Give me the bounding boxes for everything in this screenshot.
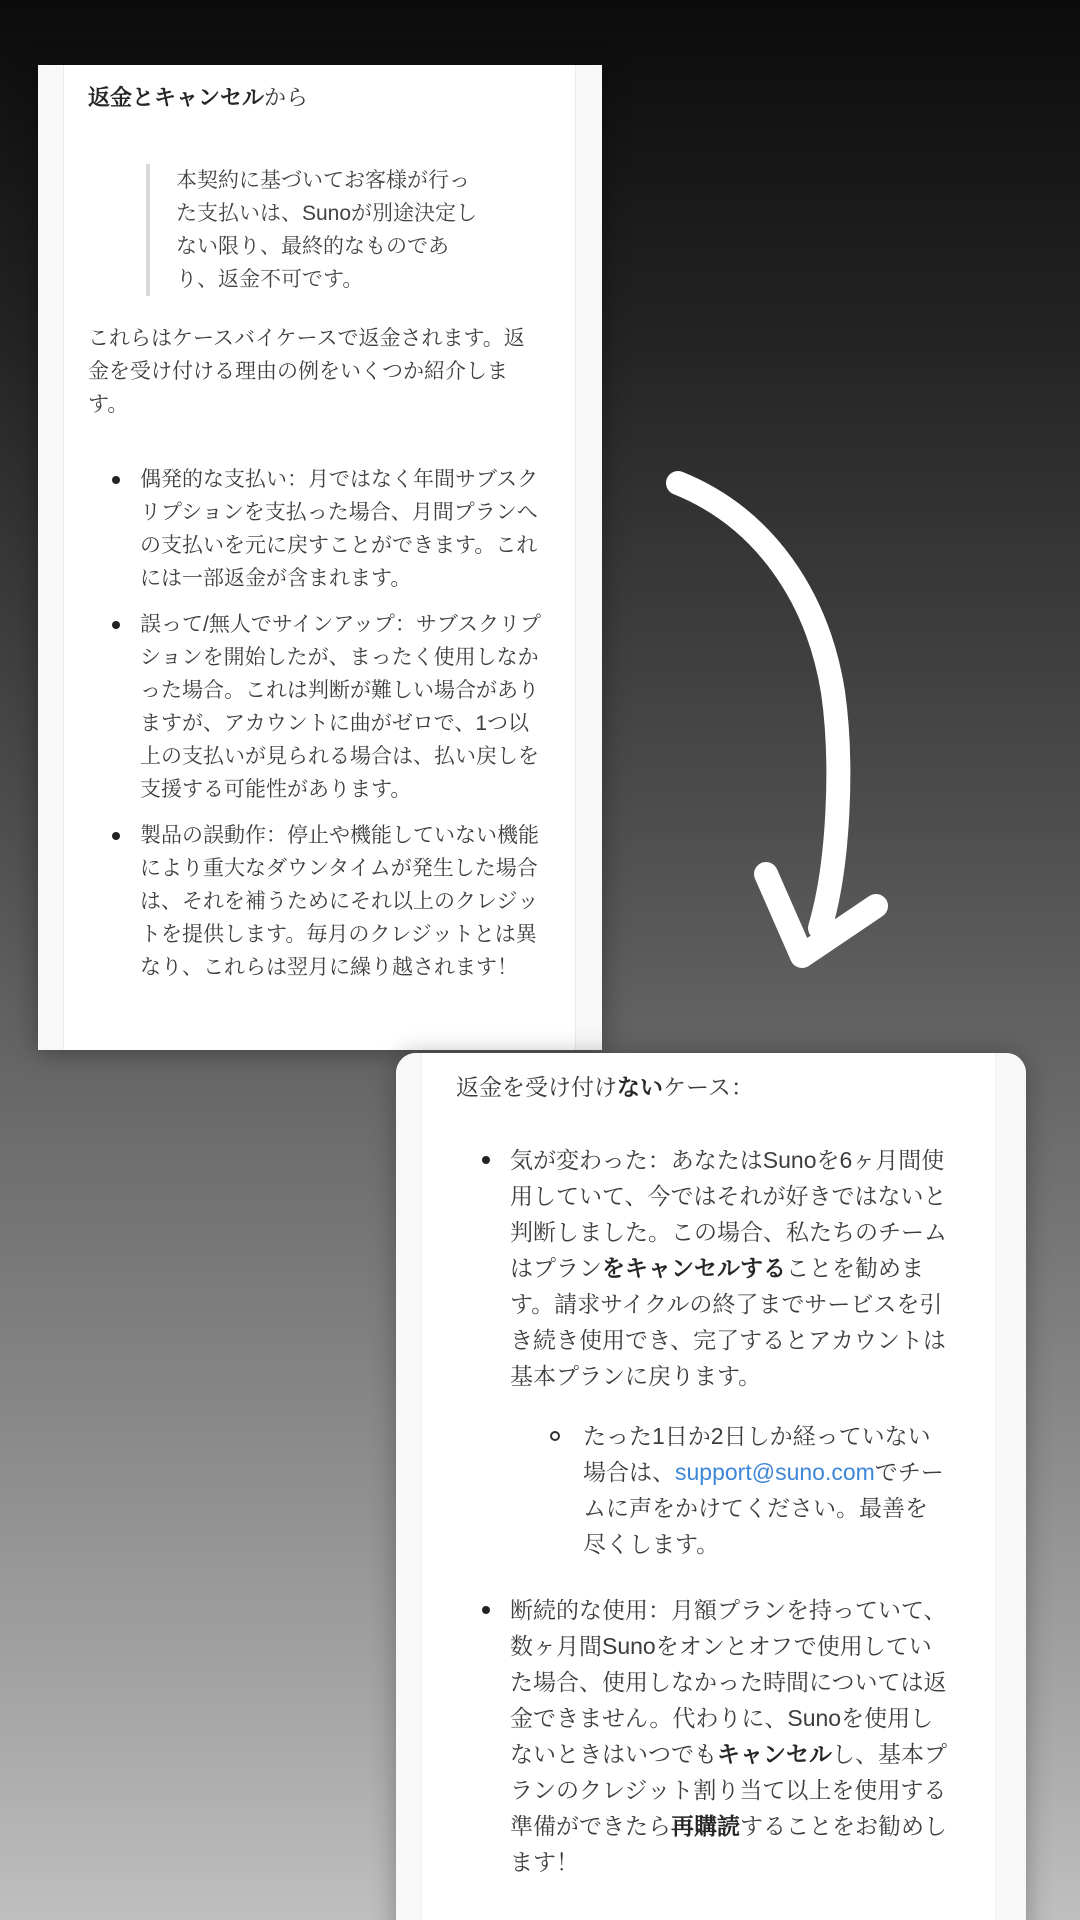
- text-run: 偶発的な支払い：月ではなく年間サブスクリプションを支払った場合、月間プランへの支払いを元に戻すことができます。これには一部返金が含まれます。: [140, 468, 539, 590]
- changed-mind-text: [510, 1142, 950, 1394]
- changed-mind-sublist: [510, 1418, 950, 1562]
- text-run: でチームに声をかけてください。最善を尽くします。: [583, 1459, 944, 1557]
- text-run: 断続的な使用：月額プランを持っていて、数ヶ月間Sunoをオンとオフで使用していた場合、使用しなかった時間については返金できません。代わりに、Sunoを使用しないときはいつでも: [510, 1597, 947, 1767]
- text-run: することをお勧めします！: [510, 1813, 947, 1875]
- text-run: たった1日か2日しか経っていない場合は、: [583, 1423, 931, 1485]
- text-run: し、基本プランのクレジット割り当て以上を使用する準備ができたら: [510, 1741, 947, 1839]
- bold-text: ない: [617, 1074, 663, 1100]
- list-item-product-malfunction: [88, 819, 543, 984]
- no-refund-card-content: [456, 1053, 950, 1880]
- hand-drawn-arrow-icon: [630, 430, 930, 1010]
- refund-intro-paragraph: [88, 322, 543, 421]
- card2-heading: [456, 1053, 950, 1105]
- terms-blockquote: [146, 164, 482, 296]
- text-run: 製品の誤動作：停止や機能していない機能により重大なダウンタイムが発生した場合は、それを補うためにそれ以上のクレジットを提供します。毎月のクレジットとは異なり、これらは翌月に繰り越されます！: [140, 824, 539, 979]
- text-run: これらはケースバイケースで返金されます。返金を受け付ける理由の例をいくつか紹介します。: [88, 327, 525, 416]
- list-item-intermittent-use: [456, 1592, 950, 1880]
- no-refund-cases-list: [456, 1142, 950, 1880]
- list-item-contact-support: [510, 1418, 950, 1562]
- bold-text: 再購読: [671, 1813, 740, 1839]
- text-run: 返金を受け付け: [456, 1074, 617, 1100]
- text-run: 本契約に基づいてお客様が行った支払いは、Sunoが別途決定しない限り、最終的なものであり、返金不可です。: [176, 169, 478, 291]
- list-item-changed-mind: [456, 1142, 950, 1562]
- bold-text: キャンセル: [717, 1741, 832, 1767]
- refund-cancel-card-content: [88, 65, 543, 984]
- no-refund-card: [396, 1053, 1026, 1920]
- list-item-accidental-payment: [88, 463, 543, 595]
- bold-text: 返金とキャンセル: [88, 85, 265, 110]
- text-run: 誤って/無人でサインアップ：サブスクリプションを開始したが、まったく使用しなかった場合。これは判断が難しい場合がありますが、アカウントに曲がゼロで、1つ以上の支払いが見られる場合は、払い戻しを支援する可能性があります。: [140, 613, 542, 801]
- list-item-mistaken-signup: [88, 608, 543, 806]
- text-run: ことを勧めます。請求サイクルの終了までサービスを引き続き使用でき、完了するとアカウントは基本プランに戻ります。: [510, 1255, 946, 1389]
- card1-heading: [88, 65, 543, 114]
- refund-cancel-card: [38, 65, 602, 1050]
- support-email-link[interactable]: support@suno.com: [675, 1459, 875, 1485]
- text-run: 気が変わった：あなたはSunoを6ヶ月間使用していて、今ではそれが好きではないと判断しました。この場合、私たちのチームはプラン: [510, 1147, 947, 1281]
- bold-text: をキャンセルする: [602, 1255, 786, 1281]
- text-run: から: [264, 85, 309, 110]
- text-run: ケース：: [663, 1074, 754, 1100]
- refund-reasons-list: [88, 463, 543, 984]
